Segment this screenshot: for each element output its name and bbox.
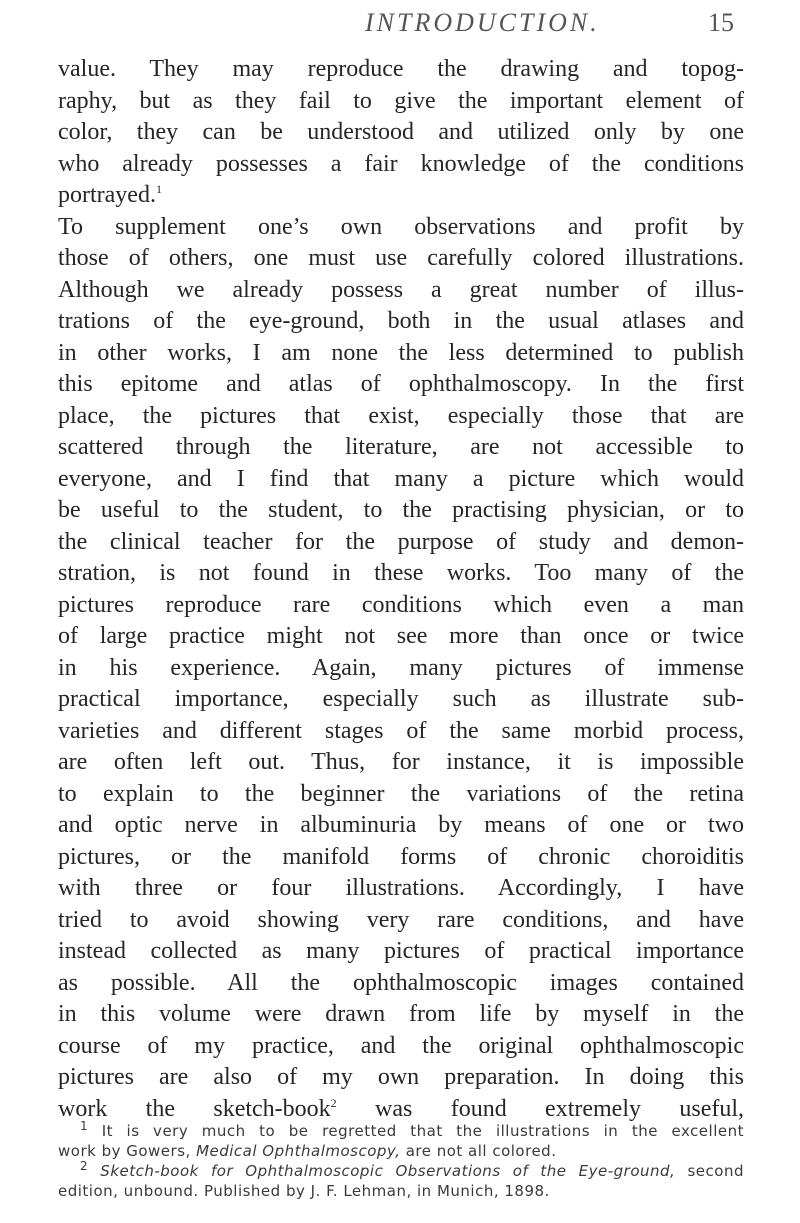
footnote-2-line [58, 1161, 744, 1181]
text-line: scattered through the literature, are not accessible to [58, 434, 744, 460]
text-line: to explain to the beginner the variations of the retina [58, 780, 744, 807]
footnote-text: second [675, 1162, 744, 1180]
text-line: be useful to the student, to the practising physician, or to [58, 497, 744, 523]
text-line: the clinical teacher for the purpose of study and demon- [58, 528, 744, 555]
page-number: 15 [708, 8, 734, 37]
text-line: place, the pictures that exist, especially those that are [58, 402, 744, 429]
text-line: in other works, I am none the less determined to publish [58, 339, 744, 366]
text-line: those of others, one must use carefully colored illustrations. [58, 245, 744, 271]
text-line: everyone, and I find that many a picture which would [58, 465, 744, 492]
footnote-text: It is very much to be regretted that the illustrations in the excellent [101, 1122, 744, 1140]
text-fragment: was found extremely useful, [336, 1095, 744, 1122]
text-line: pictures reproduce rare conditions which even a man [58, 591, 744, 618]
text-line: To supplement one’s own observations and profit by [58, 213, 744, 240]
text-line: this epitome and atlas of ophthalmoscopy. In the first [58, 371, 744, 397]
footnotes [58, 1121, 744, 1201]
body-text [58, 54, 744, 1125]
text-fragment: portrayed. [58, 182, 156, 208]
text-line: pictures, or the manifold forms of chronic choroiditis [58, 843, 744, 870]
text-line: raphy, but as they fail to give the important element of [58, 87, 744, 114]
text-line: pictures are also of my own preparation. In doing this [58, 1064, 744, 1090]
footnote-text: are not all colored. [400, 1142, 557, 1160]
text-line: varieties and different stages of the same morbid process, [58, 717, 744, 744]
footnote-text: work by Gowers, [58, 1142, 197, 1160]
running-head [0, 2, 800, 42]
footnote-title: Medical Ophthalmoscopy, [196, 1142, 401, 1160]
text-line: are often left out. Thus, for instance, it is impossible [58, 749, 744, 775]
footnote-1-line [58, 1141, 744, 1161]
text-line: instead collected as many pictures of practical importance [58, 938, 744, 964]
text-line: in this volume were drawn from life by myself in the [58, 1001, 744, 1027]
text-line: as possible. All the ophthalmoscopic images contained [58, 969, 744, 996]
text-line: Although we already possess a great number of illus- [58, 276, 744, 303]
text-line: with three or four illustrations. Accordingly, I have [58, 875, 744, 901]
text-line: stration, is not found in these works. Too many of the [58, 560, 744, 586]
footnote-mark: 1 [80, 1121, 89, 1133]
text-fragment: work the sketch-book [58, 1095, 331, 1122]
footnote-1-line [58, 1121, 744, 1141]
footnote-mark: 2 [80, 1161, 89, 1173]
footnote-ref: 1 [155, 182, 162, 196]
footnote-2-line: edition, unbound. Published by J. F. Lehman, in Munich, 1898. [58, 1182, 550, 1200]
text-line: in his experience. Again, many pictures of immense [58, 654, 744, 681]
text-line: tried to avoid showing very rare conditions, and have [58, 906, 744, 933]
text-line: and optic nerve in albuminuria by means of one or two [58, 812, 744, 838]
text-line: value. They may reproduce the drawing and topog- [58, 56, 744, 82]
text-line: of large practice might not see more than once or twice [58, 623, 744, 649]
running-title: INTRODUCTION. [365, 8, 600, 37]
footnote-ref: 2 [330, 1095, 337, 1110]
text-line: practical importance, especially such as illustrate sub- [58, 686, 744, 712]
text-line [58, 180, 744, 212]
text-line: color, they can be understood and utilized only by one [58, 119, 744, 145]
text-line: who already possesses a fair knowledge of the conditions [58, 150, 744, 177]
text-line: trations of the eye-ground, both in the usual atlases and [58, 308, 744, 334]
text-line: course of my practice, and the original ophthalmoscopic [58, 1032, 744, 1059]
footnote-title: Sketch-book for Ophthalmoscopic Observations of the Eye-ground, [100, 1162, 676, 1180]
